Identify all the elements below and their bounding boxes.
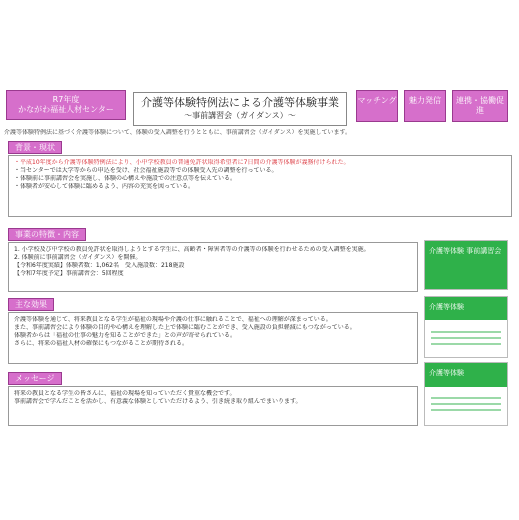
section-body-message: [8, 386, 418, 426]
thumbnail-label: 介護等体験: [429, 369, 464, 377]
feature-line: 1. 小学校及び中学校の教員免許状を取得しようとする学生に、高齢者・障害者等の介護等の体験を行わせるための受入調整を実施。: [14, 246, 370, 253]
feature-line: 【令和6年度実績】体験者数：1,062名 受入施設数：218施設: [14, 262, 185, 269]
message-line: 事前講習会で学んだことを活かし、有意義な体験としていただけるよう、引き続き取り組んでまいります。: [14, 398, 302, 405]
org-name: かながわ福祉人材センター: [18, 105, 114, 114]
tag-appeal: 魅力発信: [404, 90, 446, 122]
page-title: [133, 92, 347, 126]
effect-line: さらに、将来の福祉人材の確保にもつながることが期待される。: [14, 340, 189, 347]
section-body-status: [8, 155, 512, 217]
section-heading-status: 背景・現状: [8, 141, 62, 154]
section-heading-effects: 主な効果: [8, 298, 54, 311]
tag-matching: マッチング: [356, 90, 398, 122]
status-line: ・当センターでは大学等からの申込を受け、社会福祉施設等での体験受入先の調整を行っている。: [14, 167, 278, 174]
brochure-thumbnail: [424, 240, 508, 290]
title-main: 介護等体験特例法による介護等体験事業: [141, 96, 339, 109]
org-year: R7年度: [52, 95, 80, 104]
status-line: ・体験者が安心して体験に臨めるよう、内容の充実を図っている。: [14, 183, 195, 190]
thumbnail-label: 介護等体験: [429, 303, 464, 311]
effect-line: 体験者からは「福祉の仕事の魅力を知ることができた」との声が寄せられている。: [14, 332, 237, 339]
section-heading-features: 事業の特徴・内容: [8, 228, 86, 241]
thumbnail-label: 介護等体験 事前講習会: [429, 247, 502, 255]
section-body-features: [8, 242, 418, 292]
message-line: 将来の教員となる学生の皆さんに、福祉の現場を知っていただく貴重な機会です。: [14, 390, 236, 397]
effect-line: また、事前講習会により体験の目的や心構えを理解した上で体験に臨むことができ、受入施設の負担軽減にもつながっている。: [14, 324, 356, 331]
intro-text: 介護等体験特例法に基づく介護等体験について、体験の受入調整を行うとともに、事前講習会（ガイダンス）を実施しています。: [4, 129, 351, 136]
status-line: ・体験前に事前講習会を実施し、体験の心構えや施設での注意点等を伝えている。: [14, 175, 237, 182]
brochure-thumbnail: [424, 362, 508, 426]
title-sub: ～事前講習会（ガイダンス）～: [184, 111, 296, 120]
effect-line: 介護等体験を通じて、将来教員となる学生が福祉の現場や介護の仕事に触れることで、福祉への理解が深まっている。: [14, 316, 332, 323]
section-heading-message: メッセージ: [8, 372, 62, 385]
status-line: ・平成10年度から介護等体験特例法により、小中学校教員の普通免許状取得希望者に7日間の介護等体験が義務付けられた。: [14, 159, 350, 166]
brochure-thumbnail: [424, 296, 508, 358]
tag-collaboration: 連携・協働促進: [452, 90, 508, 122]
feature-line: 2. 体験前に事前講習会（ガイダンス）を開催。: [14, 254, 142, 261]
section-body-effects: [8, 312, 418, 364]
organization-label: [6, 90, 126, 120]
feature-line: 【令和7年度予定】事前講習会：5回程度: [14, 270, 124, 277]
